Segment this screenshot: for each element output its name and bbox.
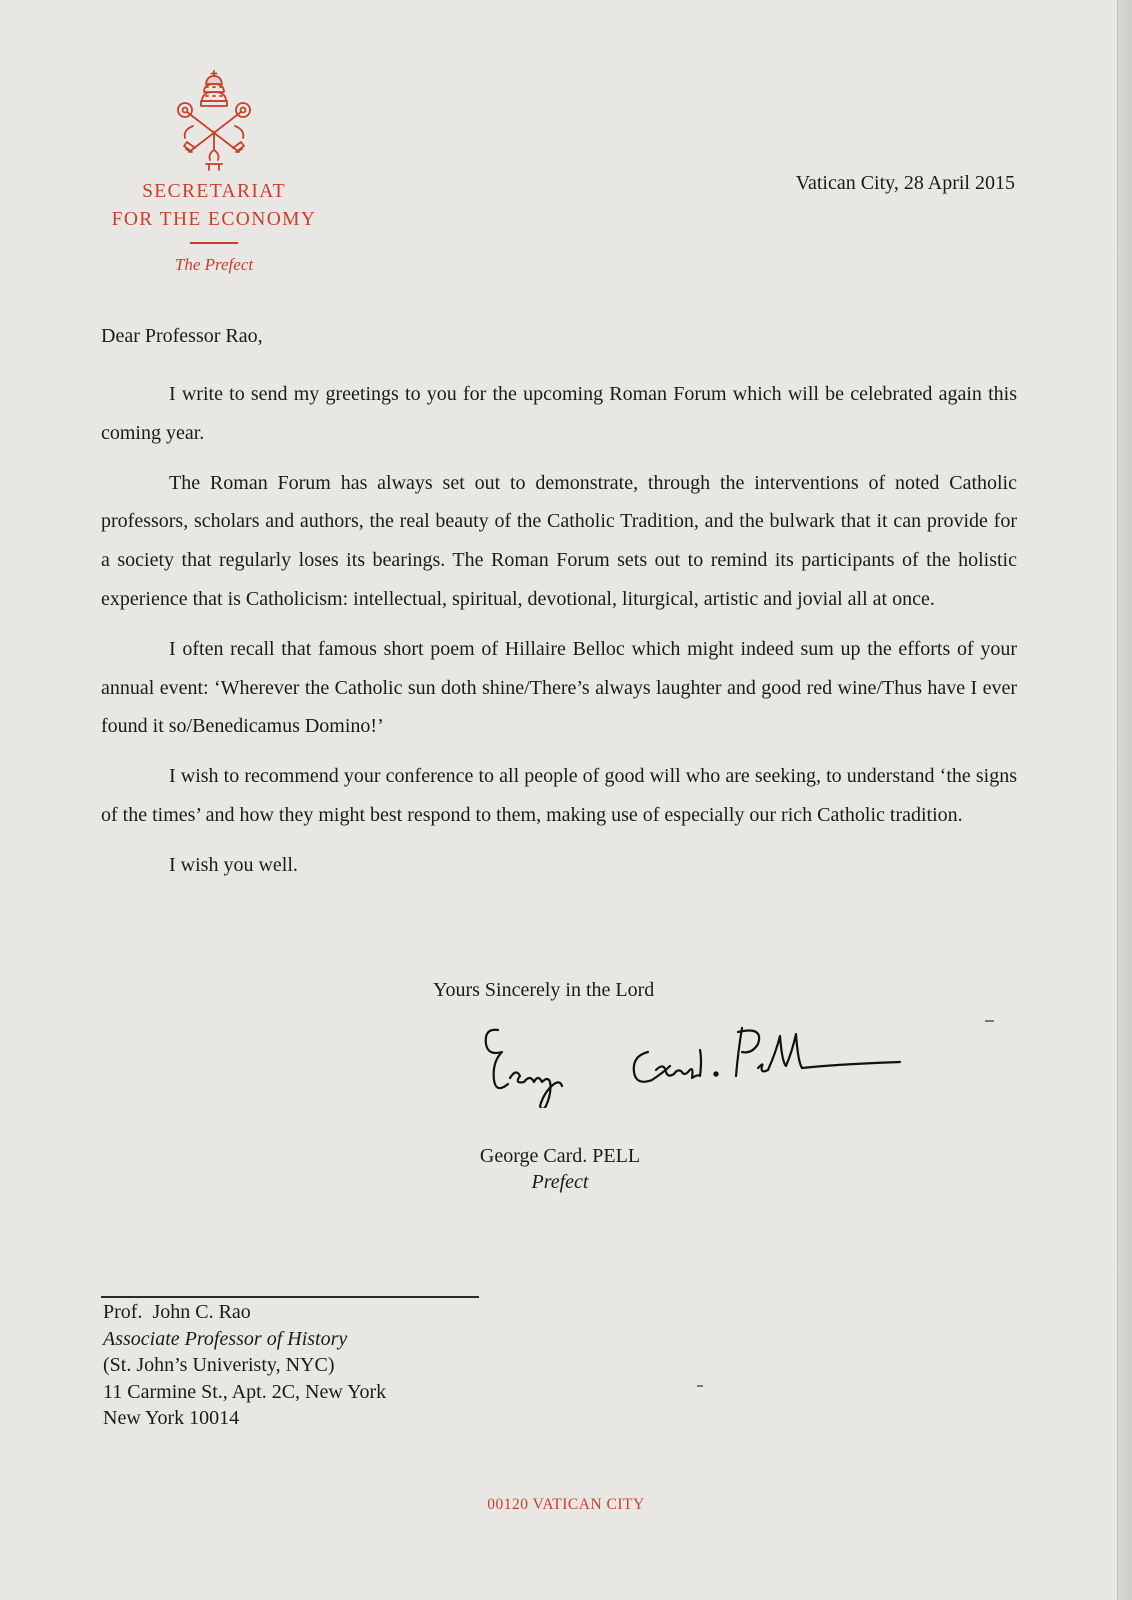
papal-crest-icon	[173, 68, 255, 172]
paragraph: I write to send my greetings to you for the upcoming Roman Forum which will be celebrated again this coming year.	[101, 383, 1017, 444]
recipient-institution: (St. John’s Univeristy, NYC)	[103, 1354, 335, 1376]
handwritten-signature	[480, 1022, 910, 1108]
recipient-name: Prof. John C. Rao	[103, 1301, 251, 1323]
page-edge-shadow	[1118, 0, 1132, 1600]
organization-name	[96, 178, 332, 234]
paragraph: I often recall that famous short poem of Hillaire Belloc which might indeed sum up the efforts of your annual event: ‘Wherever the Catholic sun doth shine/There’s always laughter and good red wine/Thus have I ever found it so/Benedicamus Domino!’	[101, 637, 1017, 738]
recipient-street: 11 Carmine St., Apt. 2C, New York	[103, 1380, 387, 1403]
letterhead-divider	[190, 242, 238, 244]
footer-text: 00120 VATICAN CITY	[487, 1496, 645, 1513]
paragraph: The Roman Forum has always set out to demonstrate, through the interventions of noted Catholic professors, scholars and authors, the real beauty of the Catholic Tradition, and the bulwark that it can provide for a society that regularly loses its bearings. The Roman Forum sets out to remind its participants of the holistic experience that is Catholicism: intellectual, spiritual, devotional, liturgical, artistic and jovial all at once.	[101, 471, 1017, 610]
address-divider	[101, 1296, 479, 1298]
letterhead	[96, 68, 332, 275]
recipient-city: New York 10014	[103, 1407, 240, 1429]
letter-date: Vatican City, 28 April 2015	[795, 172, 1015, 194]
recipient-address	[103, 1299, 386, 1432]
footer-address	[0, 1496, 1132, 1514]
signer-name: George Card. PELL	[479, 1145, 641, 1167]
letter-body	[101, 375, 1017, 896]
stray-mark	[985, 1020, 994, 1022]
recipient-position: Associate Professor of History	[103, 1327, 348, 1350]
org-line-1: SECRETARIAT	[142, 181, 286, 202]
paragraph: I wish to recommend your conference to all people of good will who are seeking, to understand ‘the signs of the times’ and how they might best respond to them, making use of especially our rich Catholic tradition.	[101, 765, 1017, 826]
salutation: Dear Professor Rao,	[101, 325, 263, 347]
closing: Yours Sincerely in the Lord	[433, 979, 655, 1001]
stray-mark	[697, 1385, 703, 1387]
paragraph: I wish you well.	[169, 853, 298, 876]
signer-title: Prefect	[531, 1171, 589, 1193]
org-line-2: FOR THE ECONOMY	[111, 209, 317, 230]
office-title: The Prefect	[174, 254, 254, 274]
signer-block	[460, 1143, 660, 1195]
